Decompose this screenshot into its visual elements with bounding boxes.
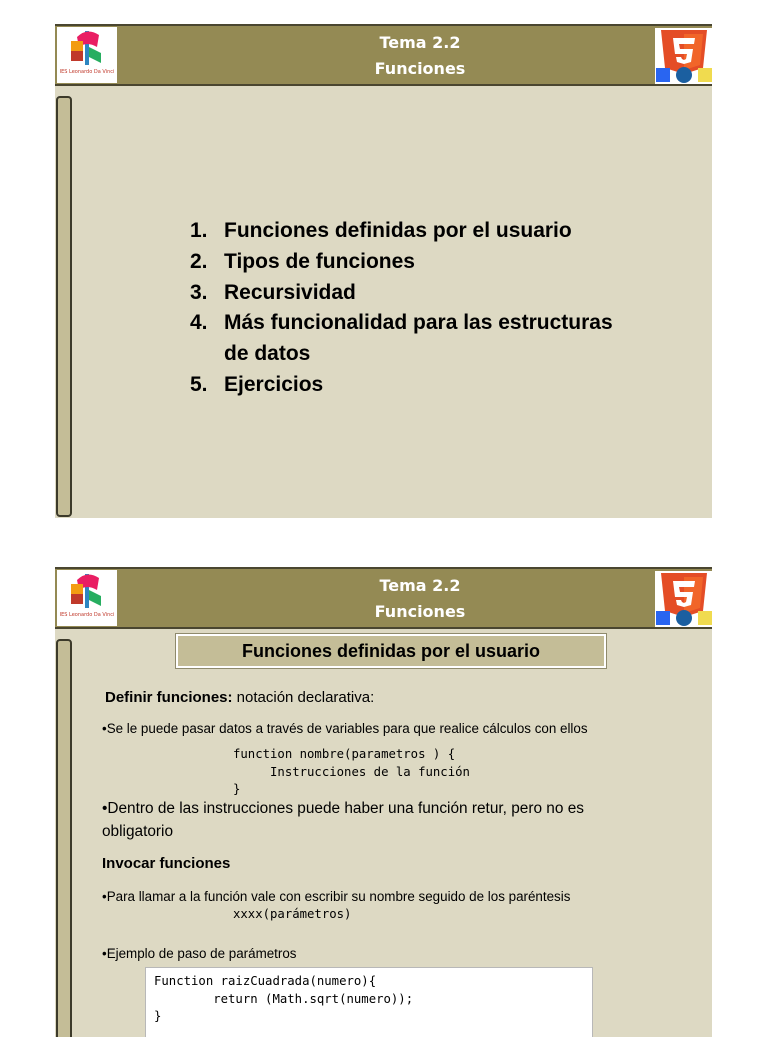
define-heading: Definir funciones: notación declarativa: [105, 689, 375, 706]
header-subtitle: Funciones [374, 602, 466, 621]
html5-css3-js-logo-icon [655, 28, 712, 84]
header-title: Tema 2.2 [379, 33, 461, 52]
school-logo-icon [57, 570, 117, 612]
code-line: return (Math.sqrt(numero)); [154, 992, 414, 1006]
toc-item: 4. Más funcionalidad para las estructuras [190, 311, 613, 335]
slide-1 [55, 24, 712, 518]
toc-item: de datos [224, 342, 311, 366]
invocar-heading: Invocar funciones [102, 855, 231, 872]
slide-header [55, 567, 712, 629]
bullet-text: •Dentro de las instrucciones puede haber una función retur, pero no es [102, 800, 584, 817]
code-line: Function raizCuadrada(numero){ [154, 974, 377, 988]
logo-text: IES Leonardo Da Vinci [59, 69, 115, 75]
toc-item: 2. Tipos de funciones [190, 249, 415, 273]
school-logo [57, 27, 117, 83]
code-line: xxxx(parámetros) [233, 907, 352, 921]
slide-2 [55, 567, 712, 1037]
header-subtitle: Funciones [374, 59, 466, 78]
bullet-text: obligatorio [102, 823, 174, 840]
code-line: } [154, 1009, 162, 1023]
side-bar [56, 639, 72, 1037]
header-title: Tema 2.2 [379, 576, 461, 595]
side-bar [56, 96, 72, 517]
bullet-text: •Para llamar a la función vale con escribir su nombre seguido de los paréntesis [102, 889, 571, 904]
bullet-text: •Se le puede pasar datos a través de variables para que realice cálculos con ellos [102, 721, 588, 736]
toc-item: 3. Recursividad [190, 280, 356, 304]
code-example-box [145, 967, 593, 1037]
slide-header [55, 24, 712, 86]
logo-text: IES Leonardo Da Vinci [59, 612, 115, 618]
code-line: } [233, 782, 241, 796]
html5-css3-js-logo-icon [655, 571, 712, 627]
section-title: Funciones definidas por el usuario [176, 634, 606, 668]
toc-item: 5. Ejercicios [190, 372, 324, 396]
school-logo [57, 570, 117, 626]
table-of-contents [190, 216, 670, 401]
toc-item: 1. Funciones definidas por el usuario [190, 219, 572, 242]
code-line: Instrucciones de la función [233, 765, 470, 779]
bullet-text: •Ejemplo de paso de parámetros [102, 946, 297, 961]
code-line: function nombre(parametros ) { [233, 747, 456, 761]
school-logo-icon [57, 27, 117, 69]
